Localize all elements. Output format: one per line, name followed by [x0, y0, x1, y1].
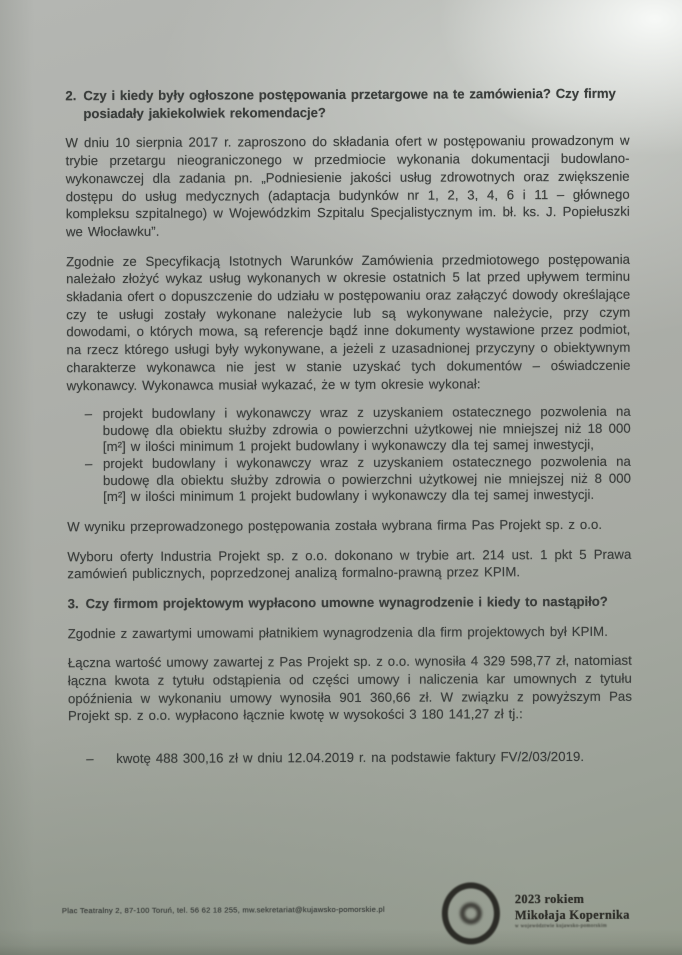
- footer-address: Plac Teatralny 2, 87-100 Toruń, tel. 56 62 18 255, mw.sekretariat@kujawsko-pomorskie.pl: [61, 904, 385, 916]
- question-2-heading: [65, 85, 629, 123]
- list-item-text: projekt budowlany i wykonawczy wraz z uzyskaniem ostatecznego pozwolenia na budowę dla obiektu służby zdrowia o powierzchni użytkowej nie mniejszej niż 18 000 [m²] w ilości minimum 1 projekt budowlany i wykonawczy dla tej samej inwestycji,: [102, 403, 631, 455]
- list-item: [67, 404, 631, 456]
- copernicus-circle-inner-icon: [460, 902, 482, 924]
- payment-list-item: [68, 749, 632, 768]
- question-2-number: 2.: [65, 88, 77, 104]
- question-3-text: Czy firmom projektowym wypłacono umowne wynagrodzenie i kiedy to nastąpiło?: [85, 593, 608, 612]
- bullet-dash: –: [84, 456, 93, 472]
- paragraph-selection-basis: Wyboru oferty Industria Projekt sp. z o.o. dokonano w trybie art. 214 ust. 1 pkt 5 Prawa zamówień publicznych, poprzedzonej analizą formalno-prawną przez KPIM.: [67, 546, 632, 582]
- letter-body: [65, 85, 632, 768]
- paragraph-selected-company: W wyniku przeprowadzonego postępowania została wybrana firma Pas Projekt sp. z o.o.: [67, 516, 603, 535]
- payment-item-text: kwotę 488 300,16 zł w dniu 12.04.2019 r. na podstawie faktury FV/2/03/2019.: [116, 749, 585, 767]
- copernicus-circle-icon: [442, 882, 500, 944]
- logo-year-line: 2023 rokiem: [514, 891, 585, 907]
- paragraph-contract-value: Łączna wartość umowy zawartej z Pas Projekt sp. z o.o. wynosiła 4 329 598,77 zł, natomiast łączna kwota z tytułu odstąpienia od części umowy i naliczenia kar umownych z tytułu opóźnienia w wykonaniu umowy wynosiła 901 360,66 zł. W związku z powyższym Pas Projekt sp. z o.o. wypłacono łącznie kwotę w wysokości 3 180 141,27 zł tj.:: [67, 653, 632, 724]
- question-2-text: Czy i kiedy były ogłoszone postępowania przetargowe na te zamówienia? Czy firmy posiadały jakiekolwiek rekomendacje?: [83, 85, 616, 121]
- question-3-heading: [68, 593, 632, 613]
- logo-name-line: Mikołaja Kopernika: [514, 907, 630, 923]
- logo-sub-line: w województwie kujawsko-pomorskim: [514, 923, 608, 930]
- paragraph-siwz-requirements: Zgodnie ze Specyfikacją Istotnych Warunków Zamówienia przedmiotowego postępowania należało złożyć wykaz usług wykonanych w okresie ostatnich 5 lat przed upływem terminu składania ofert o dopuszczenie do udziału w postępowaniu oraz załączyć dowody określające czy te usługi zostały wykonane należycie lub są wykonywane należycie, przy czym dowodami, o których mowa, są referencje bądź inne dokumenty wystawione przez podmiot, na rzecz którego usługi były wykonywane, a jeżeli z uzasadnionej przyczyny o obiektywnym charakterze wykonawca nie jest w stanie uzyskać tych dokumentów – oświadczenie wykonawcy. Wykonawca musiał wykazać, że w tym okresie wykonał:: [66, 251, 631, 393]
- paragraph-payer: Zgodnie z zawartymi umowami płatnikiem wynagrodzenia dla firm projektowych był KPIM.: [67, 623, 608, 641]
- question-3-number: 3.: [67, 596, 79, 612]
- copernicus-logo-text: [515, 892, 630, 930]
- bullet-dash: –: [86, 751, 94, 767]
- list-item-text: projekt budowlany i wykonawczy wraz z uzyskaniem ostatecznego pozwolenia na budowę dla obiektu służby zdrowia o powierzchni użytkowej nie mniejszej niż 8 000 [m²] w ilości minimum 1 projekt budowlany i wykonawczy dla tej samej inwestycji.: [102, 453, 632, 505]
- bullet-dash: –: [84, 406, 93, 422]
- paragraph-tender-announcement: W dniu 10 sierpnia 2017 r. zaproszono do składania ofert w postępowaniu prowadzonym w trybie przetargu nieograniczonego w przedmiocie wykonania dokumentacji budowlano-wykonawczej dla zadania pn. „Podniesienie jakości usług zdrowotnych oraz zwiększenie dostępu do usług medycznych (adaptacja budynków nr 1, 2, 3, 4, 6 i 11 – głównego kompleksu szpitalnego) w Wojewódzkim Szpitalu Specjalistycznym im. bł. ks. J. Popiełuszki we Włocławku”.: [65, 133, 630, 240]
- requirements-list: [67, 404, 631, 506]
- copernicus-anniversary-logo: [442, 882, 630, 945]
- list-item: [67, 454, 631, 506]
